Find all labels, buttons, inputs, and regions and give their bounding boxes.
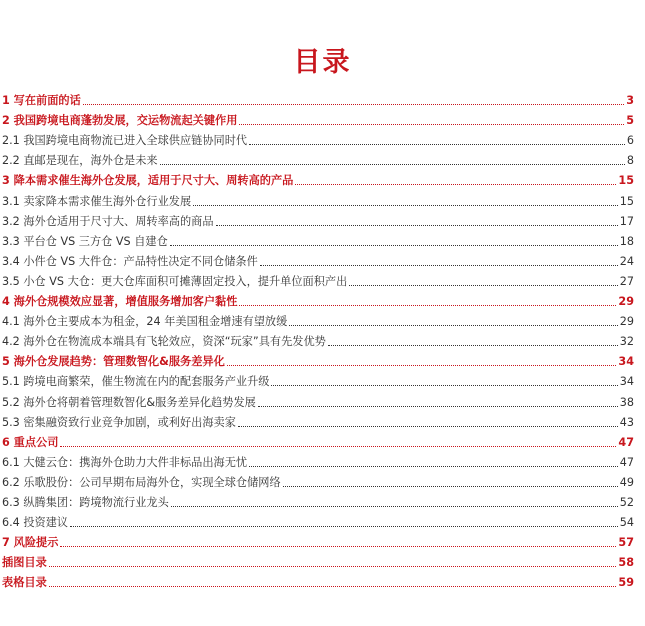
toc-entry[interactable] — [2, 168, 634, 188]
toc-dot-leader — [283, 486, 618, 487]
toc-entry-title: 6.1 大健云仓：携海外仓助力大件非标品出海无忧 — [2, 455, 248, 469]
toc-entry-page: 34 — [618, 355, 634, 369]
toc-dot-leader — [193, 205, 618, 206]
toc-entry-page: 34 — [619, 375, 634, 389]
toc-dot-leader — [60, 446, 616, 447]
toc-entry[interactable] — [2, 289, 634, 309]
page-title: 目录 — [293, 47, 352, 78]
toc-entry[interactable] — [2, 269, 634, 289]
toc-entry-page: 43 — [619, 415, 634, 429]
toc-entry[interactable] — [2, 108, 634, 128]
toc-entry-page: 18 — [619, 234, 634, 248]
toc-dot-leader — [170, 245, 618, 246]
toc-entry[interactable] — [2, 510, 634, 530]
toc-entry-title: 1 写在前面的话 — [2, 94, 81, 107]
toc-dot-leader — [239, 305, 616, 306]
toc-entry-page: 29 — [619, 315, 634, 329]
toc-dot-leader — [239, 124, 624, 125]
toc-entry[interactable] — [2, 229, 634, 249]
toc-entry-page: 15 — [618, 174, 634, 188]
toc-entry-title: 2 我国跨境电商蓬勃发展，交运物流起关键作用 — [2, 114, 238, 128]
toc-entry[interactable] — [2, 470, 634, 490]
toc-entry[interactable] — [2, 390, 634, 410]
toc-entry[interactable] — [2, 329, 634, 349]
toc-entry-page: 8 — [626, 154, 634, 168]
toc-entry-title: 3.1 卖家降本需求催生海外仓行业发展 — [2, 194, 192, 208]
toc-entry[interactable] — [2, 309, 634, 329]
toc-dot-leader — [216, 225, 618, 226]
toc-entry[interactable] — [2, 450, 634, 470]
toc-entry[interactable] — [2, 249, 634, 269]
toc-dot-leader — [289, 325, 617, 326]
toc-entry[interactable] — [2, 550, 634, 570]
toc-entry-title: 3 降本需求催生海外仓发展，适用于尺寸大、周转高的产品 — [2, 174, 294, 188]
toc-entry-title: 5.3 密集融资致行业竞争加剧，或利好出海卖家 — [2, 415, 236, 429]
toc-dot-leader — [60, 546, 616, 547]
toc-entry-title: 6.3 纵腾集团：跨境物流行业龙头 — [2, 496, 169, 509]
toc-entry[interactable] — [2, 128, 634, 148]
toc-entry-title: 6.4 投资建议 — [2, 516, 69, 530]
toc-entry-title: 插图目录 — [2, 556, 47, 570]
toc-entry-page: 17 — [619, 214, 634, 228]
toc-dot-leader — [249, 466, 618, 467]
toc-entry-page: 52 — [619, 496, 634, 509]
toc-entry[interactable] — [2, 570, 634, 590]
toc-dot-leader — [171, 506, 618, 507]
toc-dot-leader — [349, 285, 617, 286]
toc-dot-leader — [160, 164, 625, 165]
toc-entry-title: 6.2 乐歌股份：公司早期布局海外仓，实现全球仓储网络 — [2, 475, 281, 489]
toc-dot-leader — [271, 385, 617, 386]
toc-entry-title: 7 风险提示 — [2, 536, 59, 550]
toc-entry-title: 2.1 我国跨境电商物流已进入全球供应链协同时代 — [2, 134, 248, 148]
toc-dot-leader — [328, 345, 618, 346]
toc-dot-leader — [70, 526, 618, 527]
toc-entry-title: 3.4 小件仓 VS 大件仓：产品特性决定不同仓储条件 — [2, 254, 258, 268]
toc-entry-page: 59 — [618, 576, 634, 590]
toc-entry[interactable] — [2, 430, 634, 450]
toc-entry-page: 54 — [619, 516, 634, 530]
toc-entry[interactable] — [2, 189, 634, 209]
toc-entry-title: 5.2 海外仓将朝着管理数智化&服务差异化趋势发展 — [2, 395, 256, 409]
toc-dot-leader — [260, 265, 618, 266]
toc-entry-page: 6 — [626, 134, 634, 148]
toc-entry-page: 47 — [618, 435, 634, 449]
toc-entry-title: 5 海外仓发展趋势：管理数智化&服务差异化 — [2, 355, 225, 369]
toc-entry-title: 4.1 海外仓主要成本为租金，24 年美国租金增速有望放缓 — [2, 315, 288, 329]
toc-entry-title: 2.2 直邮是现在，海外仓是未来 — [2, 154, 158, 168]
toc-entry-title: 3.3 平台仓 VS 三方仓 VS 自建仓 — [2, 234, 168, 248]
toc-entry[interactable] — [2, 410, 634, 430]
toc-dot-leader — [49, 586, 617, 587]
toc-entry[interactable] — [2, 369, 634, 389]
toc-dot-leader — [295, 184, 616, 185]
toc-entry-page: 15 — [619, 194, 634, 208]
toc-entry-title: 4.2 海外仓在物流成本端具有飞轮效应，资深“玩家”具有先发优势 — [2, 335, 326, 349]
toc-dot-leader — [238, 426, 618, 427]
toc-entry-page: 5 — [626, 114, 634, 128]
toc-entry-title: 4 海外仓规模效应显著，增值服务增加客户黏性 — [2, 295, 238, 308]
toc-dot-leader — [83, 104, 624, 105]
toc-entry-page: 3 — [626, 94, 634, 107]
toc-entry-page: 57 — [618, 536, 634, 550]
toc-entry[interactable] — [2, 530, 634, 550]
toc-entry-page: 32 — [619, 335, 634, 349]
toc-entry-title: 5.1 跨境电商繁荣，催生物流在内的配套服务产业升级 — [2, 375, 270, 389]
toc-entry-page: 47 — [619, 455, 634, 469]
toc-entry-title: 6 重点公司 — [2, 435, 59, 449]
toc-entry-title: 表格目录 — [2, 576, 47, 590]
toc-dot-leader — [258, 406, 618, 407]
toc-entry[interactable] — [2, 490, 634, 510]
toc-entry[interactable] — [2, 148, 634, 168]
toc-entry[interactable] — [2, 88, 634, 108]
toc-dot-leader — [227, 365, 617, 366]
toc-entry-page: 27 — [619, 274, 634, 288]
toc-entry-page: 58 — [618, 556, 634, 570]
toc-entry-page: 24 — [619, 254, 634, 268]
toc-entry-page: 29 — [618, 295, 634, 308]
toc-entry[interactable] — [2, 209, 634, 229]
toc-dot-leader — [249, 144, 625, 145]
toc-entry-page: 38 — [619, 395, 634, 409]
toc-entry-title: 3.2 海外仓适用于尺寸大、周转率高的商品 — [2, 214, 214, 228]
toc-entry-page: 49 — [619, 475, 634, 489]
toc-entry-title: 3.5 小仓 VS 大仓：更大仓库面积可摊薄固定投入，提升单位面积产出 — [2, 274, 348, 288]
toc-dot-leader — [49, 566, 617, 567]
toc-entry[interactable] — [2, 349, 634, 369]
